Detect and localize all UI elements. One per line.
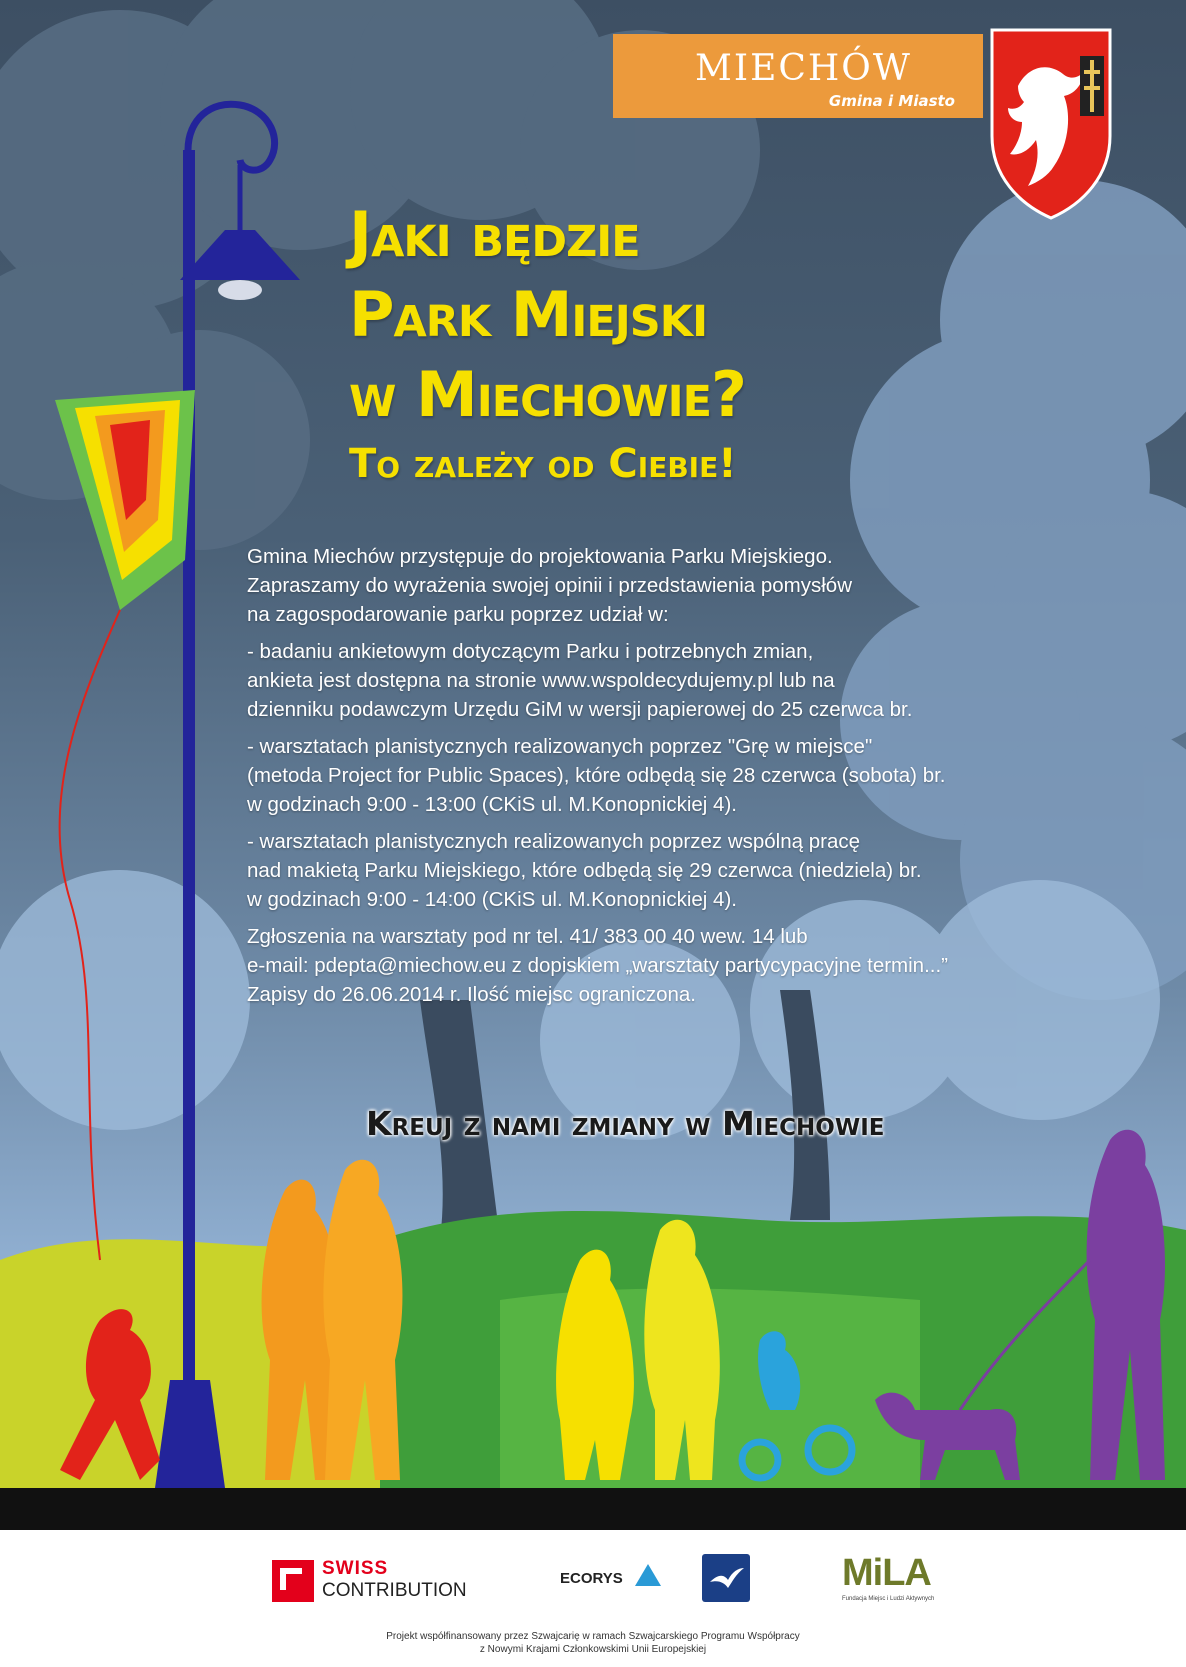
logo-title: MIECHÓW: [695, 48, 912, 89]
sponsor-footer: [0, 1530, 1186, 1667]
text-line: na zagospodarowanie parku poprzez udział w:: [247, 603, 669, 626]
headline-line-1: Jaki będzie: [349, 198, 640, 271]
slogan: Kreuj z nami zmiany w Miechowie: [366, 1104, 885, 1143]
triangle-icon: [635, 1564, 661, 1586]
funding-note-line-1: Projekt współfinansowany przez Szwajcarię w ramach Szwajcarskiego Programu Współpracy: [386, 1631, 800, 1642]
intro-paragraph: [247, 542, 1107, 629]
text-line: nad makietą Parku Miejskiego, które odbędą się 29 czerwca (niedziela) br.: [247, 859, 922, 882]
text-line: Gmina Miechów przystępuje do projektowania Parku Miejskiego.: [247, 545, 833, 568]
funding-note-line-2: z Nowymi Krajami Członkowskimi Unii Europejskiej: [479, 1644, 707, 1655]
mila-logo: [842, 1552, 952, 1612]
text-line: Zapraszamy do wyrażenia swojej opinii i przedstawienia pomysłów: [247, 574, 853, 597]
headline-subtitle: To zależy od Ciebie!: [349, 441, 737, 487]
text-line: Zapisy do 26.06.2014 r. Ilość miejsc ograniczona.: [247, 983, 696, 1006]
text-line: w godzinach 9:00 - 13:00 (CKiS ul. M.Konopnickiej 4).: [247, 793, 737, 816]
seagull-logo-icon: [702, 1554, 750, 1602]
text-line: w godzinach 9:00 - 14:00 (CKiS ul. M.Konopnickiej 4).: [247, 888, 737, 911]
mila-logo-subtitle: Fundacja Miejsc i Ludzi Aktywnych: [842, 1596, 935, 1602]
mila-logo-text: MiLA: [842, 1552, 931, 1594]
swiss-logo-line-2: CONTRIBUTION: [322, 1580, 467, 1601]
text-line: dzienniku podawczym Urzędu GiM w wersji papierowej do 25 czerwca br.: [247, 698, 913, 721]
ecorys-logo-text: ECORYS: [560, 1570, 623, 1587]
headline-line-3: w Miechowie?: [349, 358, 746, 431]
contact-paragraph: [247, 922, 1107, 1009]
funding-note: [0, 1630, 1186, 1656]
miechow-logo: [613, 34, 983, 118]
workshop-1-paragraph: [247, 732, 1107, 819]
text-line: e-mail: pdepta@miechow.eu z dopiskiem „warsztaty partycypacyjne termin...”: [247, 954, 948, 977]
text-line: - badaniu ankietowym dotyczącym Parku i potrzebnych zmian,: [247, 640, 814, 663]
headline-line-2: Park Miejski: [349, 278, 708, 351]
text-line: - warsztatach planistycznych realizowanych poprzez "Grę w miejsce": [247, 735, 873, 758]
text-line: (metoda Project for Public Spaces), które odbędą się 28 czerwca (sobota) br.: [247, 764, 946, 787]
swiss-logo-line-1: SWISS: [322, 1558, 389, 1579]
ground-strip: [0, 1488, 1186, 1530]
swiss-flag-icon: [272, 1560, 314, 1602]
swiss-contribution-logo: [272, 1558, 482, 1608]
announcement-text: [247, 542, 1107, 1017]
griffin-crest-icon: [988, 26, 1114, 222]
text-line: - warsztatach planistycznych realizowanych poprzez wspólną pracę: [247, 830, 861, 853]
text-line: ankieta jest dostępna na stronie www.wspoldecydujemy.pl lub na: [247, 669, 835, 692]
ecorys-logo: [560, 1556, 660, 1606]
survey-paragraph: [247, 637, 1107, 724]
logo-subtitle: Gmina i Miasto: [828, 92, 955, 110]
workshop-2-paragraph: [247, 827, 1107, 914]
text-line: Zgłoszenia na warsztaty pod nr tel. 41/ 383 00 40 wew. 14 lub: [247, 925, 808, 948]
headline: [349, 195, 909, 489]
